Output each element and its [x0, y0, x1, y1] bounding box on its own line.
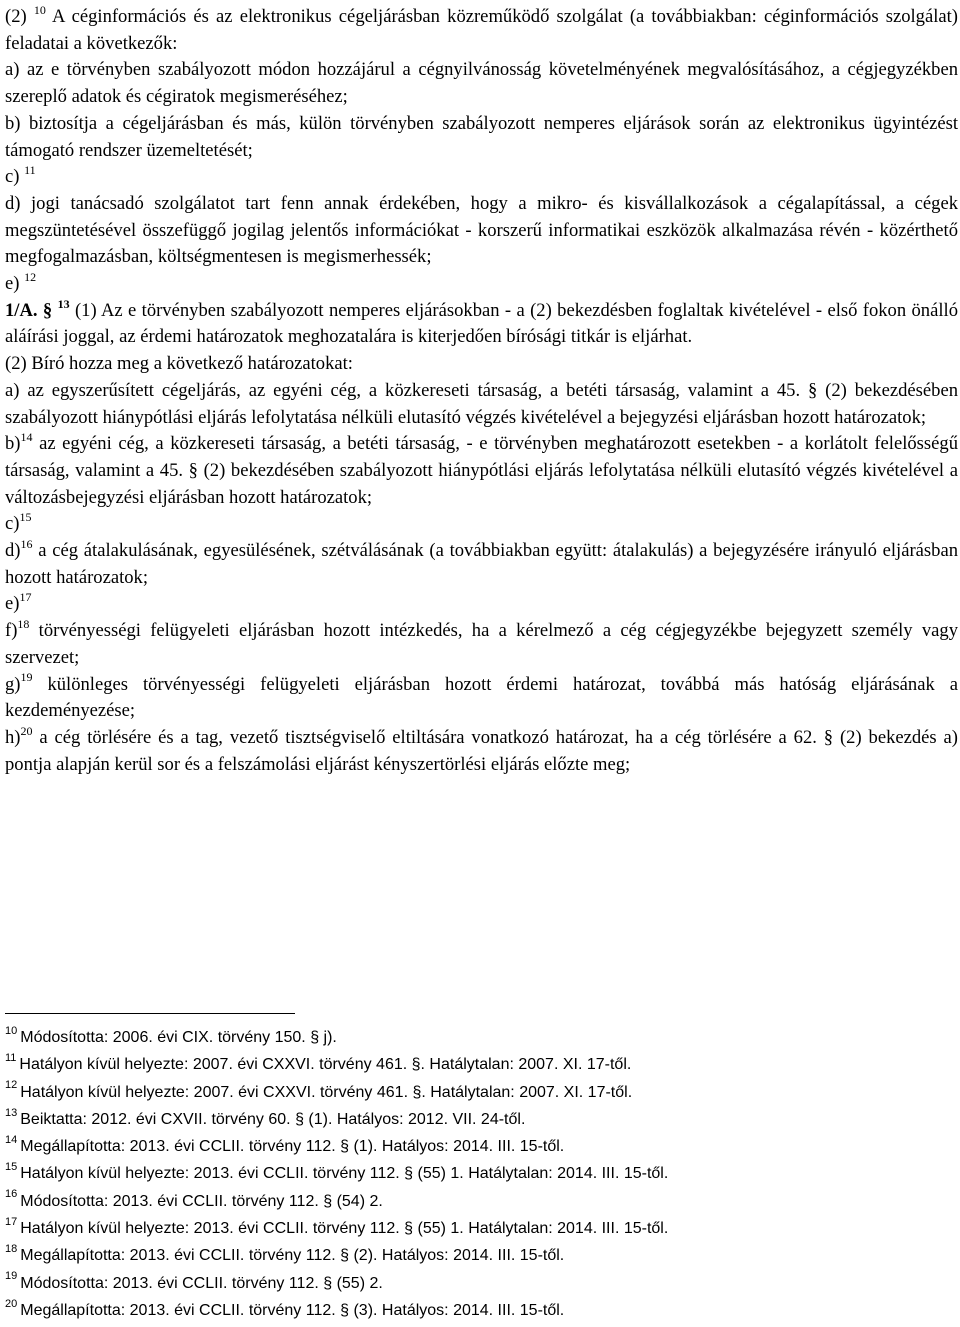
footnote-ref[interactable]: 19 [20, 670, 33, 685]
footnote-ref[interactable]: 15 [19, 510, 32, 525]
footnote-number: 18 [5, 1243, 18, 1256]
paragraph-2 [5, 4, 958, 57]
footnote-text: Módosította: 2013. évi CCLII. törvény 112. § (54) 2. [20, 1192, 383, 1210]
point-a: a) az e törvényben szabályozott módon hozzájárul a cégnyilvánosság követelményének megvalósításához, a cégjegyzékben szereplő adatok és cégiratok megismeréséhez; [5, 59, 958, 108]
footnote-number: 10 [5, 1024, 18, 1037]
subsection-2-h [5, 725, 958, 778]
footnote-text: Módosította: 2013. évi CCLII. törvény 112. § (55) 2. [20, 1274, 383, 1292]
footnote-text: Módosította: 2006. évi CIX. törvény 150. § j). [20, 1029, 337, 1046]
point-letter: e) [5, 593, 20, 615]
point-text: (2) bekezdésében szabályozott hiánypótlási eljárás lefolytatása nélküli elutasító végzés kivételével a változásbejegyzési eljárásban hozott határozatok; [5, 459, 958, 508]
footnote-ref[interactable]: 14 [20, 430, 33, 445]
section-text: (1) Az e törvényben szabályozott nemperes eljárásokban - a (2) bekezdésben foglaltak kivételével - első fokon önálló aláírási joggal, az érdemi határozatok meghozatalára is kiterjedően bírósági titkár is eljárhat. [5, 299, 958, 348]
footnote-text: Hatályon kívül helyezte: 2007. évi CXXVI. törvény 461. §. Hatálytalan: 2007. XI. 17-től. [20, 1083, 633, 1101]
section-number: 1/A. [5, 299, 38, 321]
section-1a [5, 298, 958, 351]
point-text: különleges törvényességi felügyeleti eljárásban hozott érdemi határozat, továbbá más hatóság eljárásának a kezdeményezése; [5, 673, 958, 722]
subsection-2-d [5, 538, 958, 591]
footnote [5, 1051, 945, 1078]
footnote [5, 1079, 945, 1106]
footnote-ref[interactable]: 17 [19, 590, 32, 605]
subsection-2-g [5, 672, 958, 725]
point-text: a cég törlésére és a tag, vezető tisztségviselő eltiltására vonatkozó határozat, ha a cég törlésére a 62. [32, 726, 824, 748]
footnote-number: 12 [5, 1079, 18, 1092]
footnote-ref[interactable]: 11 [24, 163, 36, 178]
section-sign: § [808, 379, 818, 401]
subsection-2: (2) Bíró hozza meg a következő határozatokat: [5, 353, 353, 375]
footnote-text: Megállapította: 2013. évi CCLII. törvény 112. § (2). Hatályos: 2014. III. 15-től. [20, 1247, 565, 1265]
footnotes [5, 1024, 945, 1324]
body-text [5, 4, 958, 778]
subsection-2-a [5, 378, 958, 431]
subsection-2-c [5, 511, 958, 538]
point-letter: e) [5, 273, 20, 295]
point-text: törvényességi felügyeleti eljárásban hozott intézkedés, ha a kérelmező a cég cégjegyzékbe bejegyzett személy vagy szervezet; [5, 620, 958, 668]
footnote-text: Hatályon kívül helyezte: 2013. évi CCLII. törvény 112. § (55) 1. Hatálytalan: 2014. III. 15-től. [20, 1165, 669, 1183]
footnote-number: 17 [5, 1215, 18, 1228]
point-text: (2) bekezdésében szabályozott hiánypótlási eljárás lefolytatása nélküli elutasító végzés kivételével a bejegyzési eljárásban hozott határozatok; [5, 379, 958, 428]
section-sign: § [188, 459, 198, 481]
footnote-text: Megállapította: 2013. évi CCLII. törvény 112. § (3). Hatályos: 2014. III. 15-től. [20, 1301, 565, 1319]
footnote-separator [5, 1013, 295, 1014]
footnote-ref[interactable]: 10 [33, 2, 46, 17]
footnote [5, 1215, 945, 1242]
section-sign: § [42, 299, 53, 321]
point-letter: f) [5, 620, 18, 642]
footnote-text: Beiktatta: 2012. évi CXVII. törvény 60. § (1). Hatályos: 2012. VII. 24-től. [20, 1110, 526, 1128]
footnote [5, 1188, 945, 1215]
point-letter: h) [5, 726, 21, 748]
footnote-text: Megállapította: 2013. évi CCLII. törvény 112. § (1). Hatályos: 2014. III. 15-től. [20, 1138, 565, 1156]
footnote [5, 1106, 945, 1133]
footnote-text: Hatályon kívül helyezte: 2007. évi CXXVI. törvény 461. §. Hatálytalan: 2007. XI. 17-től. [19, 1056, 632, 1074]
paragraph-text: A céginformációs és az elektronikus cégeljárásban közreműködő szolgálat (a továbbiakban: céginformációs szolgálat) feladatai a következők: [5, 6, 959, 54]
subsection-2-f [5, 618, 958, 671]
point-text: a) az egyszerűsített cégeljárás, az egyéni cég, a közkereseti társaság, a betéti társaság, valamint a 45. [5, 379, 808, 401]
footnote-number: 20 [5, 1297, 18, 1310]
point-b: b) biztosítja a cégeljárásban és más, külön törvényben szabályozott nemperes eljárások során az elektronikus ügyintézést támogató rendszer üzemeltetését; [5, 112, 958, 161]
footnote-number: 19 [5, 1270, 18, 1283]
point-text: az egyéni cég, a közkereseti társaság, a betéti társaság, - e törvényben meghatározott esetekben - a korlátolt felelősségű társaság, valamint a 45. [5, 433, 958, 481]
point-letter: c) [5, 166, 20, 188]
paragraph-number: (2) [5, 6, 27, 27]
point-letter: c) [5, 513, 20, 535]
point-letter: d) [5, 540, 21, 562]
footnote-ref[interactable]: 18 [17, 616, 30, 631]
footnote [5, 1270, 945, 1297]
footnote-number: 15 [5, 1161, 18, 1174]
footnote-ref[interactable]: 12 [24, 269, 37, 284]
footnote-ref[interactable]: 13 [57, 296, 70, 311]
point-e [5, 271, 958, 298]
point-text: a cég átalakulásának, egyesülésének, szétválásának (a továbbiakban együtt: átalakulás) a bejegyzésére irányuló eljárásban hozott határozatok; [5, 540, 958, 588]
footnote-text: Hatályon kívül helyezte: 2013. évi CCLII. törvény 112. § (55) 1. Hatálytalan: 2014. III. 15-től. [20, 1220, 669, 1238]
footnote-number: 14 [5, 1133, 18, 1146]
subsection-2-e [5, 591, 958, 618]
point-text: (2) bekezdés a) pontja alapján kerül sor és a felszámolási eljárást kényszertörlési eljárás előzte meg; [5, 726, 958, 775]
footnote-ref[interactable]: 20 [20, 723, 33, 738]
section-sign: § [823, 726, 834, 748]
point-letter: g) [5, 673, 21, 695]
footnote [5, 1160, 945, 1187]
footnote [5, 1024, 945, 1051]
point-letter: b) [5, 433, 21, 455]
subsection-2-b [5, 431, 958, 511]
footnote [5, 1297, 945, 1324]
point-c [5, 164, 958, 191]
footnote [5, 1242, 945, 1269]
footnote-number: 16 [5, 1188, 18, 1201]
footnote-number: 13 [5, 1106, 18, 1119]
point-d: d) jogi tanácsadó szolgálatot tart fenn annak érdekében, hogy a mikro- és kisvállalkozások a cégalapítással, a cégek megszüntetésével összefüggő jogilag jelentős információkat - korszerű informatikai eszközök alkalmazása révén - közérthető megfogalmazásban, költségmentesen is megismerhessék; [5, 192, 958, 268]
footnote [5, 1133, 945, 1160]
footnote-number: 11 [5, 1051, 17, 1064]
footnote-ref[interactable]: 16 [20, 536, 33, 551]
